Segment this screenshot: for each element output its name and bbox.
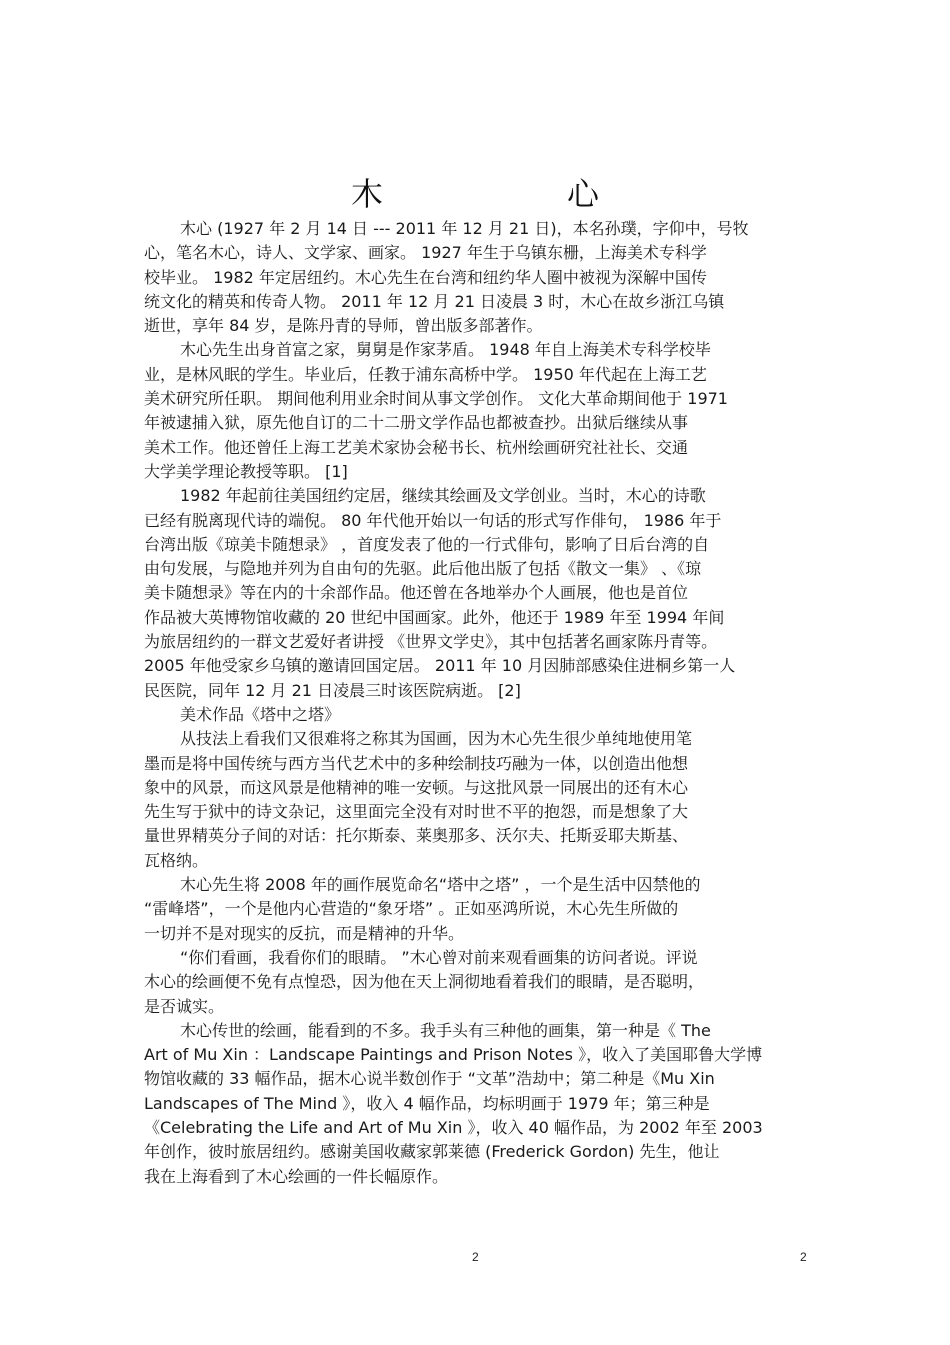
text-line: 物馆收藏的 33 幅作品，据木心说半数创作于 “文革”浩劫中；第二种是《Mu Xin [144,1069,715,1089]
text-line: “雷峰塔”，一个是他内心营造的“象牙塔” 。正如巫鸿所说，木心先生所做的 [144,899,679,919]
text-line: 我在上海看到了木心绘画的一件长幅原作。 [144,1166,449,1186]
text-line: 校毕业。 1982 年定居纽约。木心先生在台湾和纽约华人圈中被视为深解中国传 [144,267,707,287]
text-line: 美术工作。他还曾任上海工艺美术家协会秘书长、杭州绘画研究社社长、交通 [144,437,689,457]
text-line: 由句发展，与隐地并列为自由句的先驱。此后他出版了包括《散文一集》 、《琼 [144,559,702,579]
text-line: 已经有脱离现代诗的端倪。 80 年代他开始以一句话的形式写作俳句， 1986 年于 [144,510,722,530]
document-body [144,217,816,1189]
text-line: 心，笔名木心，诗人、文学家、画家。 1927 年生于乌镇东栅，上海美术专科学 [144,243,707,263]
text-line: 大学美学理论教授等职。 [1] [144,461,348,481]
text-line: 木心先生将 2008 年的画作展览命名“塔中之塔” ，一个是生活中囚禁他的 [180,875,701,895]
text-line: 统文化的精英和传奇人物。 2011 年 12 月 21 日凌晨 3 时，木心在故乡浙江乌镇 [144,291,725,311]
text-line: 业，是林风眠的学生。毕业后，任教于浦东高桥中学。 1950 年代起在上海工艺 [144,364,707,384]
text-line: 美卡随想录》等在内的十余部作品。他还曾在各地举办个人画展，他也是首位 [144,583,689,603]
document-title: 木 心 [350,175,639,213]
text-line: 先生写于狱中的诗文杂记，这里面完全没有对时世不平的抱怨，而是想象了大 [144,802,689,822]
text-line: 2005 年他受家乡乌镇的邀请回国定居。 2011 年 10 月因肺部感染住进桐乡第一人 [144,656,736,676]
text-line: 民医院，同年 12 月 21 日凌晨三时该医院病逝。 [2] [144,680,521,700]
text-line: 年被逮捕入狱，原先他自订的二十二册文学作品也都被查抄。出狱后继续从事 [144,413,689,433]
text-line: 逝世，享年 84 岁，是陈丹青的导师，曾出版多部著作。 [144,316,543,336]
text-line: 象中的风景，而这风景是他精神的唯一安顿。与这批风景一同展出的还有木心 [144,777,689,797]
text-line: 作品被大英博物馆收藏的 20 世纪中国画家。此外，他还于 1989 年至 1994 年间 [144,607,725,627]
text-line: 《Celebrating the Life and Art of Mu Xin 》，收入 40 幅作品，为 2002 年至 2003 [144,1117,763,1137]
page-number-right: 2 [800,1250,807,1264]
text-line: 墨而是将中国传统与西方当代艺术中的多种绘制技巧融为一体，以创造出他想 [144,753,689,773]
text-line: 木心的绘画便不免有点惶恐，因为他在天上洞彻地看着我们的眼睛，是否聪明， [144,972,705,992]
text-line: 美术作品《塔中之塔》 [180,704,341,724]
text-line: 美术研究所任职。 期间他利用业余时间从事文学创作。 文化大革命期间他于 1971 [144,389,728,409]
text-line: 一切并不是对现实的反抗，而是精神的升华。 [144,923,465,943]
text-line: 木心 (1927 年 2 月 14 日 --- 2011 年 12 月 21 日)，本名孙璞，字仰中，号牧 [180,219,749,238]
text-line: 从技法上看我们又很难将之称其为国画，因为木心先生很少单纯地使用笔 [180,729,693,749]
text-line: 木心传世的绘画，能看到的不多。我手头有三种他的画集，第一种是《 The [180,1020,711,1040]
text-line: “你们看画，我看你们的眼睛。 ”木心曾对前来观看画集的访问者说。评说 [180,947,698,967]
text-line: 木心先生出身首富之家，舅舅是作家茅盾。 1948 年自上海美术专科学校毕 [180,340,711,360]
text-line: 瓦格纳。 [144,850,209,870]
text-line: 年创作，彼时旅居纽约。感谢美国收藏家郭莱德 (Frederick Gordon) 先生，他让 [144,1142,720,1162]
text-line: 量世界精英分子间的对话：托尔斯泰、莱奥那多、沃尔夫、托斯妥耶夫斯基、 [144,826,689,846]
text-line: 是否诚实。 [144,996,225,1016]
text-line: 为旅居纽约的一群文艺爱好者讲授 《世界文学史》，其中包括著名画家陈丹青等。 [144,632,718,652]
page-number-left: 2 [472,1250,479,1264]
text-line: 1982 年起前往美国纽约定居，继续其绘画及文学创业。当时，木心的诗歌 [180,486,706,506]
text-line: Landscapes of The Mind 》，收入 4 幅作品，均标明画于 1979 年；第三种是 [144,1093,710,1113]
text-line: 台湾出版《琼美卡随想录》 ，首度发表了他的一行式俳句，影响了日后台湾的自 [144,534,710,554]
text-line: Art of Mu Xin ：Landscape Paintings and Prison Notes 》，收入了美国耶鲁大学博 [144,1045,763,1065]
